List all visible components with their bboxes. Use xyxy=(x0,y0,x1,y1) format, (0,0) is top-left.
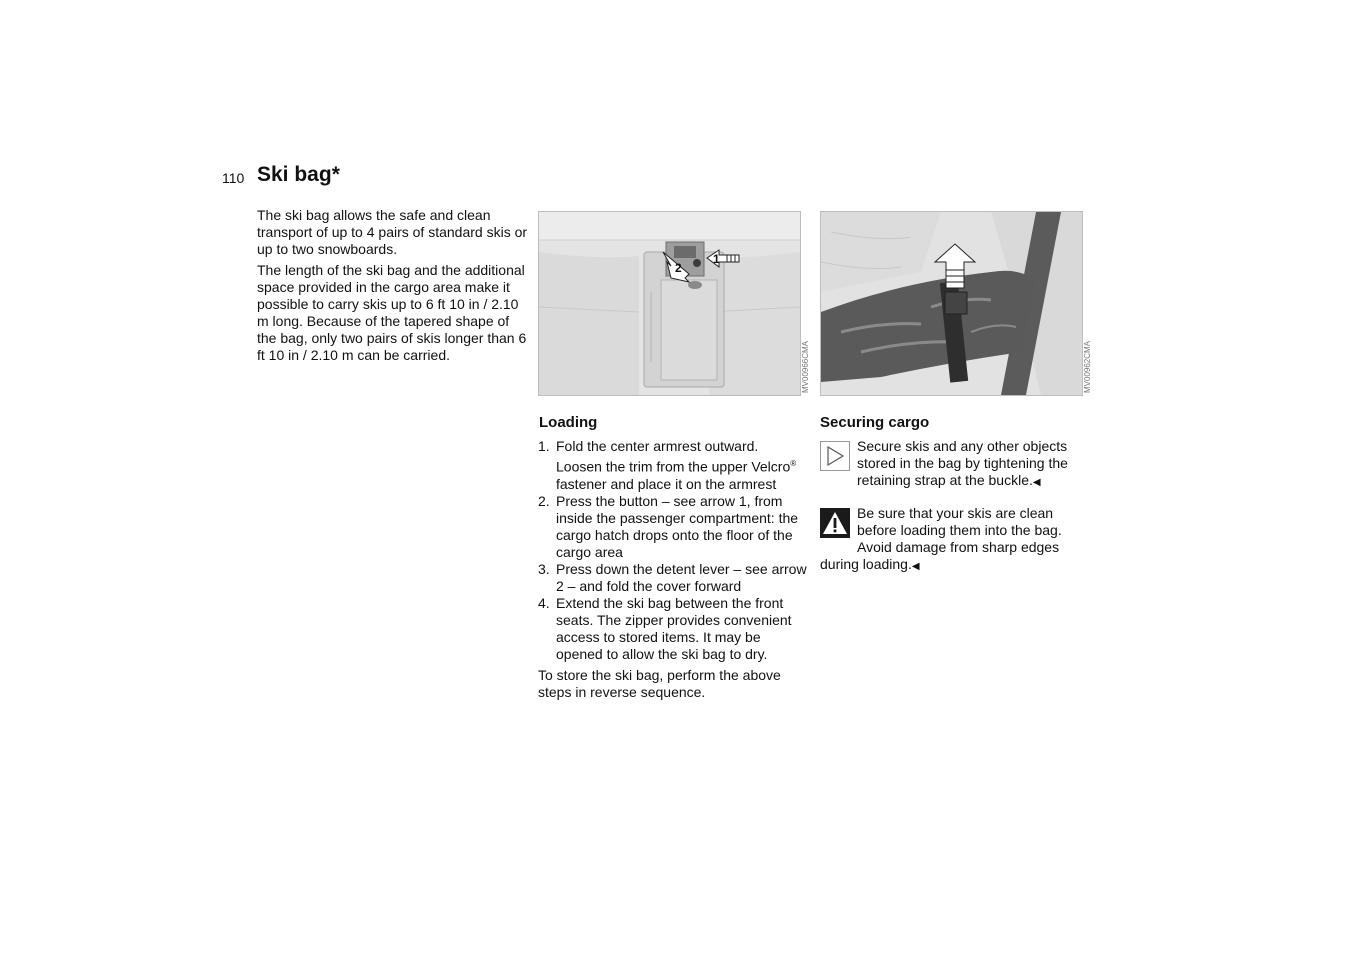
arrow-2-label: 2 xyxy=(675,261,682,275)
list-item xyxy=(538,561,808,595)
step-text: fastener and place it on the armrest xyxy=(556,475,777,492)
note-text: Secure skis and any other objects stored in the bag by tightening the retaining strap at the buckle. xyxy=(857,438,1068,488)
step-number: 2. xyxy=(538,492,550,509)
figure-code-right: MV00962CMA xyxy=(1083,340,1092,393)
intro-text xyxy=(257,207,529,368)
end-mark-icon: ◀ xyxy=(911,561,920,572)
loading-heading: Loading xyxy=(539,414,598,431)
step-number: 4. xyxy=(538,594,550,611)
end-mark-icon: ◀ xyxy=(1032,477,1041,488)
securing-heading: Securing cargo xyxy=(820,414,930,431)
step-text: Press down the detent lever – see arrow 2 – and fold the cover forward xyxy=(556,560,807,594)
list-item xyxy=(538,595,808,663)
figure-code-left: MV00966CMA xyxy=(801,340,810,393)
warning-text: Be sure that your skis are clean before loading them into the bag. Avoid damage from sharp edges during loading. xyxy=(820,505,1062,572)
note-box xyxy=(820,438,1092,491)
list-item xyxy=(538,438,808,493)
store-note: To store the ski bag, perform the above steps in reverse sequence. xyxy=(538,666,781,700)
ski-bag-strap-figure xyxy=(820,211,1083,396)
step-text: Press the button – see arrow 1, from inside the passenger compartment: the cargo hatch drops onto the floor of the cargo area xyxy=(556,492,799,560)
warning-icon xyxy=(820,508,850,538)
list-item xyxy=(538,493,808,561)
intro-paragraph-2: The length of the ski bag and the additional space provided in the cargo area make it possible to carry skis up to 6 ft 10 in / 2.10 m long. Because of the tapered shape of the bag, only two pairs of skis longer than 6 ft 10 in / 2.10 m can be carried. xyxy=(257,262,527,363)
step-number: 1. xyxy=(538,438,550,454)
intro-paragraph-1: The ski bag allows the safe and clean transport of up to 4 pairs of standard skis or up to two snowboards. xyxy=(257,207,528,257)
step-number: 3. xyxy=(538,560,550,577)
arrow-1-label: 1 xyxy=(713,252,720,266)
page-title: Ski bag* xyxy=(257,163,340,186)
page-number: 110 xyxy=(222,170,245,186)
armrest-hatch-illustration xyxy=(539,212,800,395)
note-triangle-icon xyxy=(820,441,850,471)
step-text: Extend the ski bag between the front seats. The zipper provides convenient access to stored items. It may be opened to allow the ski bag to dry. xyxy=(556,594,792,662)
loading-steps xyxy=(538,438,808,701)
ski-bag-strap-illustration xyxy=(821,212,1082,395)
registered-mark: ® xyxy=(790,459,797,468)
armrest-hatch-figure xyxy=(538,211,801,396)
warning-box xyxy=(820,505,1092,575)
step-text: Fold the center armrest outward. Loosen the trim from the upper Velcro xyxy=(556,438,791,475)
